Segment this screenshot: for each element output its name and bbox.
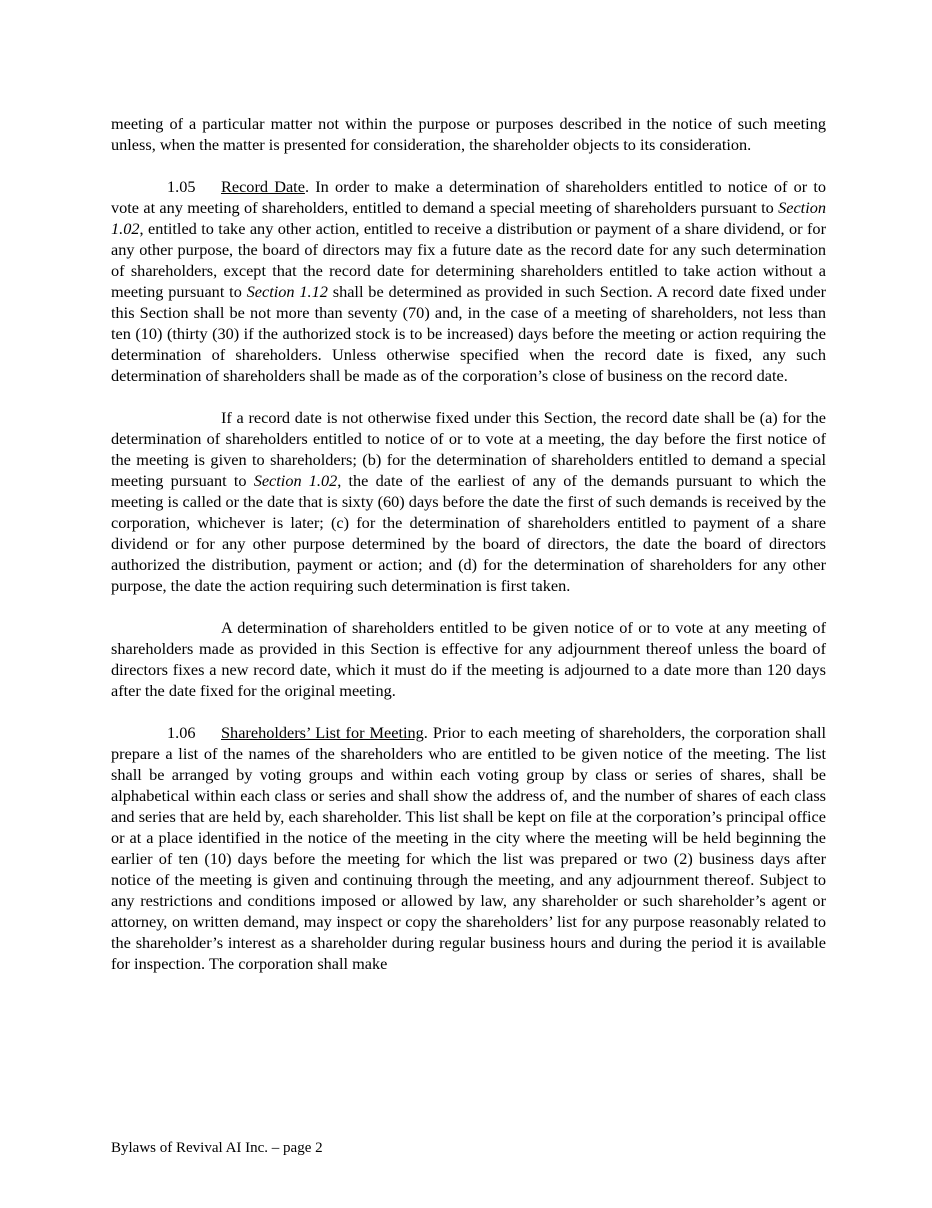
section-text: shall be determined as provided in such Section. A record date fixed under this Section shall be not more than seventy (70) and, in the case of a meeting of shareholders, not less than ten (10) (thirty (30) if the authorized stock is to be increased) days before the meeting or action requiring the determination of shareholders. Unless otherwise specified when the record date is fixed, any such determination of shareholders shall be made as of the corporation’s close of business on the record date. <box>111 282 827 385</box>
section-number: 1.05 <box>167 177 196 196</box>
paragraph-default-record-date <box>111 407 826 596</box>
document-body <box>111 113 826 995</box>
section-heading: Record Date <box>221 177 305 196</box>
section-reference: Section 1.02 <box>253 471 338 490</box>
section-1-06 <box>111 722 826 974</box>
page-footer: Bylaws of Revival AI Inc. – page 2 <box>111 1140 323 1156</box>
paragraph-text: , the date of the earliest of any of the demands pursuant to which the meeting is called or the date that is sixty (60) days before the date the first of such demands is received by the corporation, whichever is later; (c) for the determination of shareholders entitled to payment of a share dividend or for any other purpose determined by the board of directors, the date the board of directors authorized the distribution, payment or action; and (d) for the determination of shareholders for any other purpose, the date the action requiring such determination is first taken. <box>111 471 827 595</box>
paragraph-text: If a record date is not otherwise fixed under this Section, the record date shall be (a) for the determination of shareholders entitled to notice of or to vote at a meeting, the day before the first notice of the meeting is given to shareholders; (b) for the determination of shareholders entitled to demand a special meeting pursuant to <box>111 408 826 490</box>
section-heading: Shareholders’ List for Meeting <box>221 723 424 742</box>
section-text: . In order to make a determination of shareholders entitled to notice of or to vote at any meeting of shareholders, entitled to demand a special meeting of shareholders pursuant to <box>111 177 826 217</box>
paragraph-continuation: meeting of a particular matter not within the purpose or purposes described in the notice of such meeting unless, when the matter is presented for consideration, the shareholder objects to its consideration. <box>111 114 826 154</box>
paragraph-adjournment: A determination of shareholders entitled to be given notice of or to vote at any meeting of shareholders made as provided in this Section is effective for any adjournment thereof unless the board of directors fixes a new record date, which it must do if the meeting is adjourned to a date more than 120 days after the date fixed for the original meeting. <box>111 618 826 700</box>
section-text: . Prior to each meeting of shareholders, the corporation shall prepare a list of the names of the shareholders who are entitled to be given notice of the meeting. The list shall be arranged by voting groups and within each voting group by class or series of shares, shall be alphabetical within each class or series and shall show the address of, and the number of shares of each class and series that are held by, each shareholder. This list shall be kept on file at the corporation’s principal office or at a place identified in the notice of the meeting in the city where the meeting will be held beginning the earlier of ten (10) days before the meeting for which the list was prepared or two (2) business days after notice of the meeting is given and continuing through the meeting, and any adjournment thereof. Subject to any restrictions and conditions imposed or allowed by law, any shareholder or such shareholder’s agent or attorney, on written demand, may inspect or copy the shareholders’ list for any purpose reasonably related to the shareholder’s interest as a shareholder during regular business hours and during the period it is available for inspection. The corporation shall make <box>111 723 826 973</box>
section-number: 1.06 <box>167 723 196 742</box>
section-text: , entitled to take any other action, entitled to receive a distribution or payment of a share dividend, or for any other purpose, the board of directors may fix a future date as the record date for any such determination of shareholders, except that the record date for determining shareholders entitled to take action without a meeting pursuant to <box>111 219 826 301</box>
section-1-05 <box>111 176 826 386</box>
section-reference: Section 1.12 <box>246 282 328 301</box>
section-reference: Section 1.02 <box>111 198 826 238</box>
